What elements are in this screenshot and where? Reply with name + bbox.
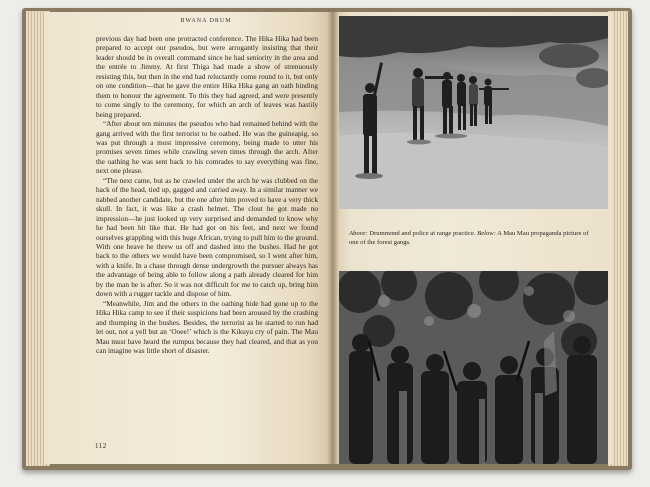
photo-caption xyxy=(349,230,599,247)
photo-range-practice xyxy=(339,16,608,209)
paragraph-2: “After about ten minutes the pseudos who had remained behind with the gang arrived with the first terrorist to be oathed. He was the guineapig, so was put through a most impressive ceremony, being made to utter his promises seven times while crawling seven times through the arch. After the oathing he was sent back to his comrades to say everything was fine, next one please. xyxy=(96,119,318,176)
caption-above-text: Drummond and police at range practice. xyxy=(367,230,476,237)
caption-above-label: Above: xyxy=(349,230,368,237)
book-gutter xyxy=(327,12,339,464)
running-head: BWANA DRUM xyxy=(180,18,232,24)
body-text xyxy=(96,34,318,355)
caption-below-label: Below: xyxy=(477,230,496,237)
paragraph-1: previous day had been one protracted conference. The Hika Hika had been prepared to accept our pseudos, but were arrogantly insisting that their leader should be in overall command since he had seniority in the area and the entrée to Jimmy. At first Thiga had made a show of strenuously resisting this, but then in the end had reluctantly come round to it, but only on one condition—that he gave the entire Hika Hika gang an oath binding them to honour the agreement. To this they had agreed, and were presently to come singly to the ceremony, for which an arch of leaves was hastily being prepared. xyxy=(96,34,318,119)
caption-below-text: A Mau Mau propaganda picture of one of the forest gangs. xyxy=(349,230,589,246)
paragraph-4: “Meanwhile, Jim and the others in the oathing hide had gone up to the Hika Hika camp to see if their suspicions had been aroused by the crashing and thumping in the bushes. Besides, the terrorist as he started to run had let out, not a yell but an ‘Ooee!’ which is the Kikuyu cry of pain. The Mau Mau must have heard the rumpus because they had cleared, and that as you can imagine was little short of disaster. xyxy=(96,298,318,355)
page-number: 112 xyxy=(95,442,107,450)
forest-gang-image xyxy=(339,271,608,464)
photo-forest-gang xyxy=(339,271,608,464)
range-practice-image xyxy=(339,16,608,209)
paragraph-3: “The next came, but as he crawled under the arch he was clubbed on the back of the head, tied up, gagged and carried away. In a similar manner we nabbed another candidate, but the one after him proved to have a very thick skull. In fact, it was like a crash helmet. The clout he got made no impression—he just looked up very surprised and demanded to know why he had been hit like that. He had got on his feet, and next we found ourselves grappling with this huge African, trying to pull him to the ground. With one heave he threw us off and dashed into the bushes. Had he got back to the others we would have been compromised, so I went after him, with a knife. In a chase through dense undergrowth the pursuer always has the advantage of being able to follow along a path already cleared for him by the man he is after. So it was not difficult for me to catch up, bring him down with a rugger tackle and dispose of him. xyxy=(96,175,318,299)
